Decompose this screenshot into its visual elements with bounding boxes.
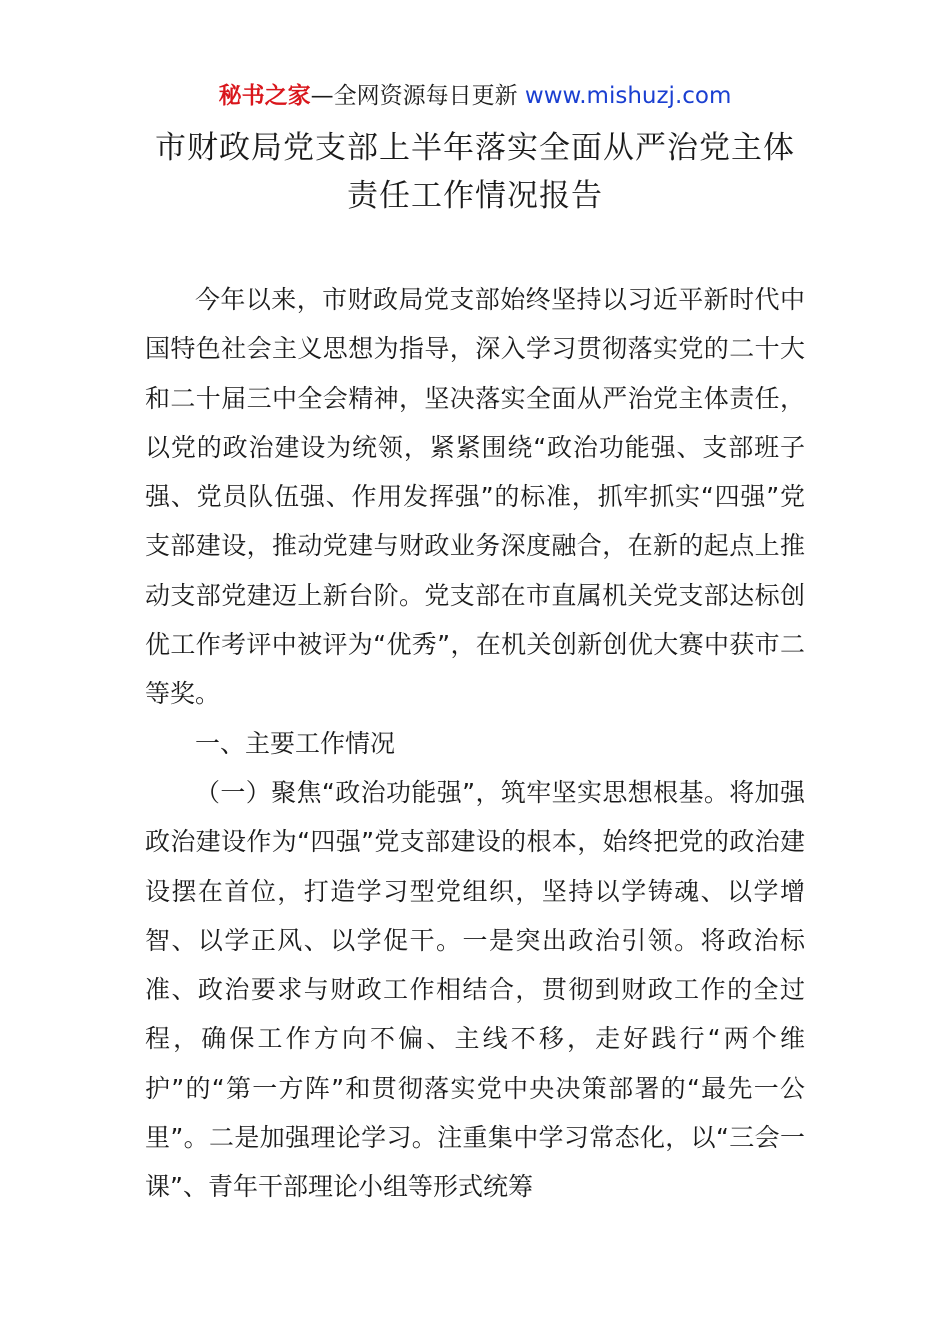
document-body: [145, 275, 805, 1212]
document-title: [0, 124, 950, 220]
title-line-2: 责任工作情况报告: [347, 178, 603, 214]
title-line-1: 市财政局党支部上半年落实全面从严治党主体: [155, 130, 795, 166]
section-heading: 一、主要工作情况: [195, 728, 396, 758]
banner-site-link[interactable]: www.mishuzj.com: [524, 83, 732, 109]
banner-tagline: —全网资源每日更新: [310, 83, 525, 109]
banner-brand: 秘书之家: [218, 83, 311, 109]
intro-paragraph: 今年以来，市财政局党支部始终坚持以习近平新时代中国特色社会主义思想为指导，深入学习贯彻落实党的二十大和二十届三中全会精神，坚决落实全面从严治党主体责任，以党的政治建设为统领，紧紧围绕“政治功能强、支部班子强、党员队伍强、作用发挥强”的标准，抓牢抓实“四强”党支部建设，推动党建与财政业务深度融合，在新的起点上推动支部党建迈上新台阶。党支部在市直属机关党支部达标创优工作考评中被评为“优秀”，在机关创新创优大赛中获市二等奖。: [145, 285, 805, 709]
watermark-banner: [0, 80, 950, 112]
section-paragraph: （一）聚焦“政治功能强”，筑牢坚实思想根基。将加强政治建设作为“四强”党支部建设的根本，始终把党的政治建设摆在首位，打造学习型党组织，坚持以学铸魂、以学增智、以学正风、以学促干。一是突出政治引领。将政治标准、政治要求与财政工作相结合，贯彻到财政工作的全过程，确保工作方向不偏、主线不移，走好践行“两个维护”的“第一方阵”和贯彻落实党中央决策部署的“最先一公里”。二是加强理论学习。注重集中学习常态化，以“三会一课”、青年干部理论小组等形式统筹: [145, 777, 805, 1202]
